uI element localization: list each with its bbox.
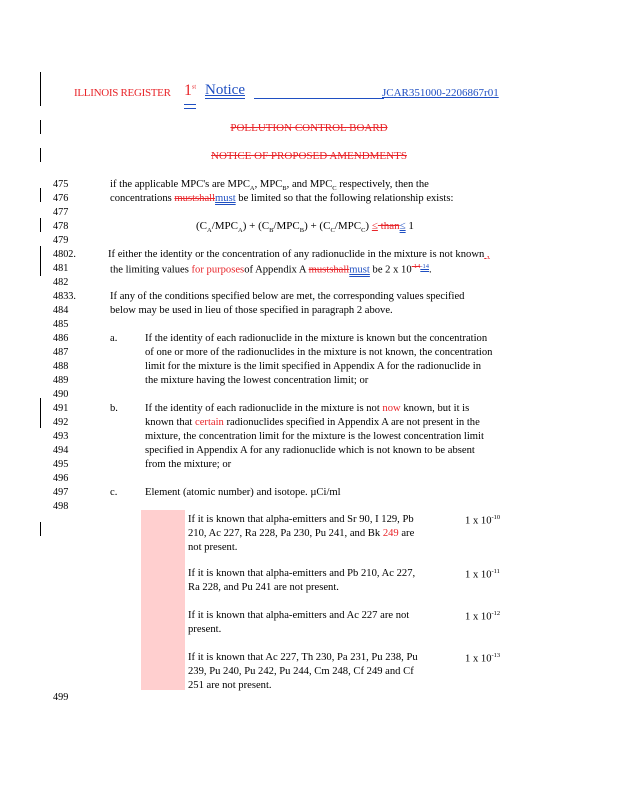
line-number: 478 <box>53 221 69 232</box>
change-bar <box>40 398 41 428</box>
limit-value: 1 x $10^{-10}$ <box>465 514 501 527</box>
line-number: 499 <box>53 692 69 703</box>
table-cell: If it is known that alpha-emitters and Pb 210, Ac 227, <box>188 568 416 579</box>
line-number: 487 <box>53 347 69 358</box>
line-number: 488 <box>53 361 69 372</box>
inserted-text: must <box>215 193 236 204</box>
deleted-text: mustshall <box>174 193 216 204</box>
board-title: POLLUTION CONTROL BOARD <box>230 122 388 134</box>
item-text: known that certain radionuclides specified in Appendix A are not present in the <box>145 417 480 428</box>
limit-value: 1 x $10^{-11}$ <box>465 568 500 581</box>
line-number: 482 <box>53 277 69 288</box>
inserted-text: 249 <box>382 528 399 539</box>
line-number: 494 <box>53 445 69 456</box>
line-number: 476 <box>53 193 69 204</box>
inserted-text: , <box>484 249 490 260</box>
change-bar <box>40 218 41 232</box>
highlighted-cell <box>141 510 185 690</box>
item-text: Element (atomic number) and isotope. µCi/ml <box>145 487 341 498</box>
line-number: 491 <box>53 403 69 414</box>
register-title: ILLINOIS REGISTER <box>74 87 171 99</box>
jcar-code: JCAR351000-2206867r01 <box>382 87 499 99</box>
inserted-text: certain <box>195 417 224 428</box>
paragraph-line: if the applicable MPC's are $MPC_A$, $MPC_B$, and $MPC_C$ respectively, then the <box>110 179 429 193</box>
inserted-text: now <box>382 403 401 414</box>
table-cell: If it is known that alpha-emitters and Sr 90, I 129, Pb <box>188 514 414 525</box>
page-header <box>0 84 618 106</box>
item-label: b. <box>110 403 118 414</box>
line-number: 485 <box>53 319 69 330</box>
line-number: 496 <box>53 473 69 484</box>
limit-value: 1 x $10^{-12}$ <box>465 610 501 623</box>
table-cell: 239, Pu 240, Pu 242, Pu 244, Cm 248, Cf 249 and Cf <box>188 666 414 677</box>
line-number: 484 <box>53 305 69 316</box>
item-text: mixture, the concentration limit for the mixture is the lowest concentration limit <box>145 431 484 442</box>
table-cell: 210, Ac 227, Ra 228, Pa 230, Pu 241, and Bk 249 are <box>188 528 415 539</box>
table-cell: If it is known that Ac 227, Th 230, Pa 231, Pu 238, Pu <box>188 652 418 663</box>
line-number: 4833. <box>53 291 76 302</box>
paragraph-line: If either the identity or the concentration of any radionuclide in the mixture is not known , <box>108 249 490 260</box>
line-number: 495 <box>53 459 69 470</box>
marker-dashes <box>184 108 196 109</box>
item-label: c. <box>110 487 118 498</box>
formula: $(C_A/MPC_A) + (C_B/MPC_B) + (C_C/MPC_C)$ ≤ than≤ 1 <box>196 220 414 235</box>
item-text: If the identity of each radionuclide in the mixture is known but the concentration <box>145 333 488 344</box>
line-number: 4802. <box>53 249 76 260</box>
inserted-text: ≤ <box>371 220 378 232</box>
notice-label: Notice <box>205 82 245 98</box>
table-cell: not present. <box>188 542 238 553</box>
inserted-text: must <box>349 264 370 276</box>
line-number: 490 <box>53 389 69 400</box>
change-bar <box>40 246 41 276</box>
item-text: If the identity of each radionuclide in the mixture is not now known, but it is <box>145 403 470 414</box>
table-cell: present. <box>188 624 222 635</box>
line-number: 481 <box>53 263 69 274</box>
change-bar <box>40 188 41 202</box>
paragraph-line: concentrations mustshallmust be limited so that the following relationship exists: <box>110 193 454 204</box>
line-number: 479 <box>53 235 69 246</box>
notice-title: NOTICE OF PROPOSED AMENDMENTS <box>211 150 407 162</box>
item-label: a. <box>110 333 118 344</box>
item-text: limit for the mixture is the limit specified in Appendix A for the radionuclide in <box>145 361 481 372</box>
inserted-text: ≤ <box>399 220 406 232</box>
inserted-text: for purposes <box>191 264 245 276</box>
page-marker: 1st <box>184 82 197 99</box>
item-text: from the mixture; or <box>145 459 232 470</box>
item-text: specified in Appendix A for any radionuclide which is not known to be absent <box>145 445 475 456</box>
deleted-text: mustshall <box>308 264 350 276</box>
table-cell: 251 are not present. <box>188 680 272 691</box>
item-text: the mixture having the lowest concentration limit; or <box>145 375 369 386</box>
header-rule <box>254 98 384 99</box>
line-number: 477 <box>53 207 69 218</box>
limit-value: 1 x $10^{-13}$ <box>465 652 501 665</box>
line-number: 492 <box>53 417 69 428</box>
marker-dashes <box>184 104 196 105</box>
paragraph-line: If any of the conditions specified below are met, the corresponding values specified <box>110 291 465 302</box>
item-text: of one or more of the radionuclides in the mixture is not known, the concentration <box>145 347 493 358</box>
line-number: 498 <box>53 501 69 512</box>
line-number: 489 <box>53 375 69 386</box>
paragraph-line: the limiting values for purposesof Appendix A mustshallmust be 2 x $10^{-14-14}$. <box>110 263 432 276</box>
line-number: 475 <box>53 179 69 190</box>
line-number: 486 <box>53 333 69 344</box>
change-bar <box>40 522 41 536</box>
line-number: 497 <box>53 487 69 498</box>
paragraph-line: below may be used in lieu of those specified in paragraph 2 above. <box>110 305 393 316</box>
table-cell: If it is known that alpha-emitters and Ac 227 are not <box>188 610 410 621</box>
deleted-text: than <box>377 220 400 232</box>
line-number: 493 <box>53 431 69 442</box>
table-cell: Ra 228, and Pu 241 are not present. <box>188 582 339 593</box>
